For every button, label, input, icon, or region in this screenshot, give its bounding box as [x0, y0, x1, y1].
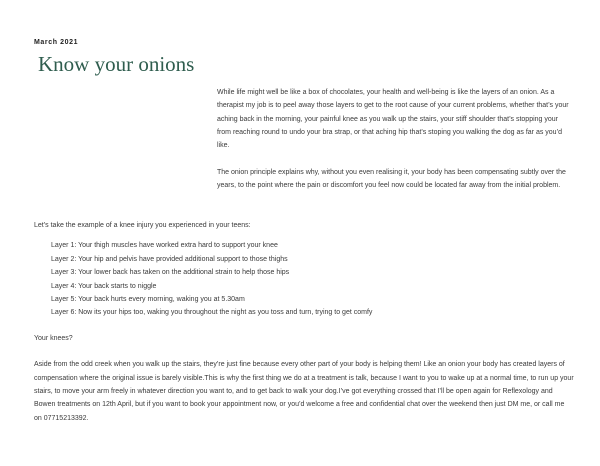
- intro-section: [217, 86, 571, 206]
- intro-paragraph: The onion principle explains why, without you even realising it, your body has been compensating subtly over the years, to the point where the pain or discomfort you feel now could be located far away from the initial problem.: [217, 168, 566, 190]
- post-date: March 2021: [34, 39, 79, 46]
- layer-item: Layer 6: Now its your hips too, waking you throughout the night as you toss and turn, trying to get comfy: [51, 309, 373, 317]
- layer-item: Layer 3: Your lower back has taken on the additional strain to help those hips: [51, 269, 290, 277]
- question-text: Your knees?: [34, 334, 73, 342]
- layer-item: Layer 2: Your hip and pelvis have provided additional support to those thighs: [51, 255, 288, 263]
- example-intro: Let’s take the example of a knee injury you experienced in your teens:: [34, 222, 251, 229]
- layer-item: Layer 1: Your thigh muscles have worked extra hard to support your knee: [51, 242, 278, 250]
- intro-paragraph: While life might well be like a box of chocolates, your health and well-being is like the layers of an onion. As a therapist my job is to peel away those layers to get to the root cause of your current problems, whether that’s your aching back in the morning, your painful knee as you walk up the stairs, your stiff shoulder that’s stopping your from reaching round to undo your bra strap, or that aching hip that’s stoping you walking the dog as far as you’d like.: [217, 89, 569, 150]
- conclusion-paragraph: Aside from the odd creek when you walk up the stairs, they’re just fine because every other part of your body is helping them! Like an onion your body has created layers of compensation where the original issue is barely visible.This is why the first thing we do at a treatment is talk, because I want to you to wake up at a normal time, to run up your stairs, to move your arm freely in whatever direction you want to, and to get back to walk your dog.I’ve got everything crossed that I’ll be open again for Reflexology and Bowen treatments on 12th April, but if you want to book your appointment now, or you’d welcome a free and confidential chat over the weekend then just DM me, or call me on 07715213392.: [34, 361, 574, 422]
- layer-item: Layer 5: Your back hurts every morning, waking you at 5.30am: [51, 296, 245, 304]
- layer-item: Layer 4: Your back starts to niggle: [51, 282, 157, 290]
- article-body: [34, 219, 574, 425]
- layers-list: [34, 239, 574, 319]
- post-title: Know your onions: [38, 52, 195, 76]
